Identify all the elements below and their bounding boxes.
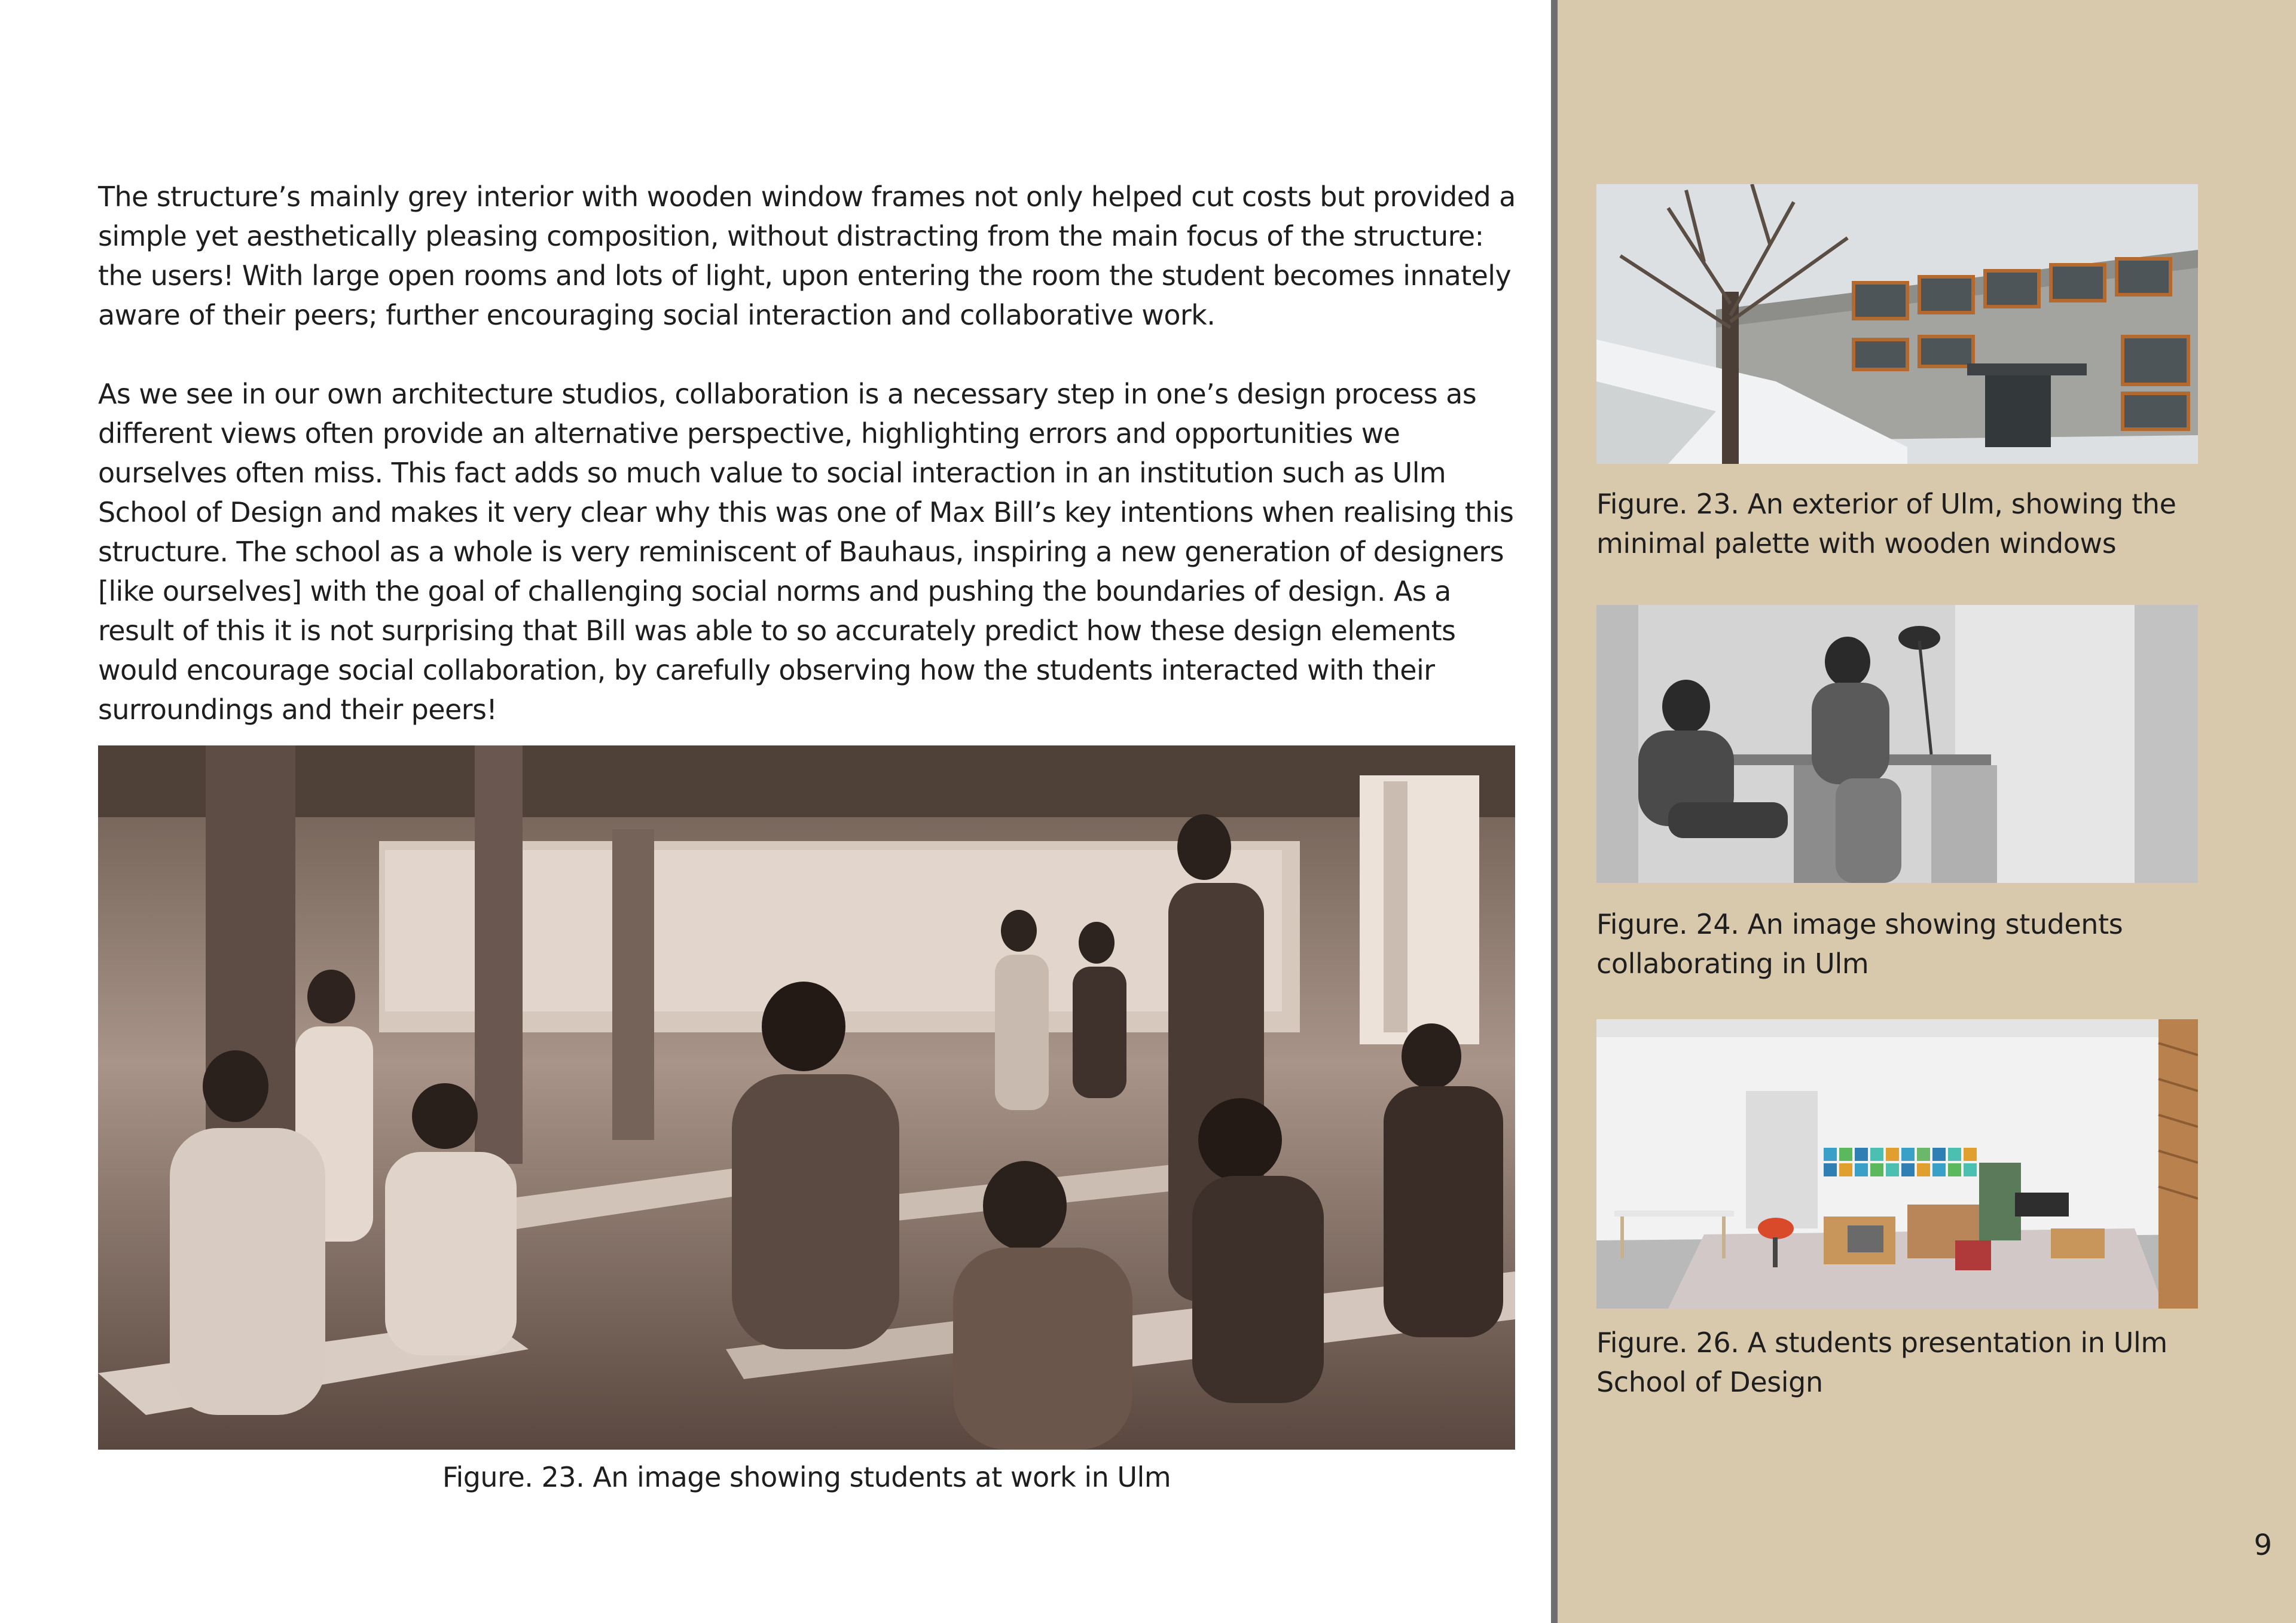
sidebar-caption-3-line-2: School of Design (1596, 1366, 1823, 1398)
sidebar-caption-2 (1596, 904, 2230, 983)
main-figure-photo-students-at-work (98, 745, 1515, 1450)
sidebar-caption-2-line-2: collaborating in Ulm (1596, 947, 1869, 980)
column-divider (1551, 0, 1558, 1623)
sidebar-caption-3-line-1: Figure. 26. A students presentation in Ulm (1596, 1326, 2167, 1359)
body-text (98, 177, 1533, 769)
sidebar-caption-1-line-2: minimal palette with wooden windows (1596, 527, 2117, 560)
sidebar-caption-3 (1596, 1323, 2230, 1402)
sidebar-photo-students-collaborating (1596, 605, 2198, 883)
page-number: 9 (2254, 1529, 2272, 1562)
sidebar-photo-students-presentation (1596, 1019, 2198, 1309)
sidebar-caption-1 (1596, 484, 2230, 563)
body-paragraph-1: The structure’s mainly grey interior with wooden window frames not only helped cut costs but provided a simple yet aesthetically pleasing composition, without distracting from the main focus of the structure: the users! With large open rooms and lots of light, upon entering the room the student becomes innately aware of their peers; further encouraging social interaction and collaborative work. (98, 181, 1516, 331)
body-paragraph-2: As we see in our own architecture studios, collaboration is a necessary step in one’s design process as different views often provide an alternative perspective, highlighting errors and opportunities we ourselves often miss. This fact adds so much value to social interaction in an institution such as Ulm School of Design and makes it very clear why this was one of Max Bill’s key intentions when realising this structure. The school as a whole is very reminiscent of Bauhaus, inspiring a new generation of designers [like ourselves] with the goal of challenging social norms and pushing the boundaries of design. As a result of this it is not surprising that Bill was able to so accurately predict how these design elements would encourage social collaboration, by carefully observing how the students interacted with their surroundings and their peers! (98, 378, 1514, 726)
sidebar-caption-2-line-1: Figure. 24. An image showing students (1596, 908, 2123, 940)
main-figure-caption: Figure. 23. An image showing students at work in Ulm (442, 1461, 1171, 1493)
sidebar-photo-ulm-exterior (1596, 184, 2198, 464)
sidebar-caption-1-line-1: Figure. 23. An exterior of Ulm, showing the (1596, 488, 2176, 520)
